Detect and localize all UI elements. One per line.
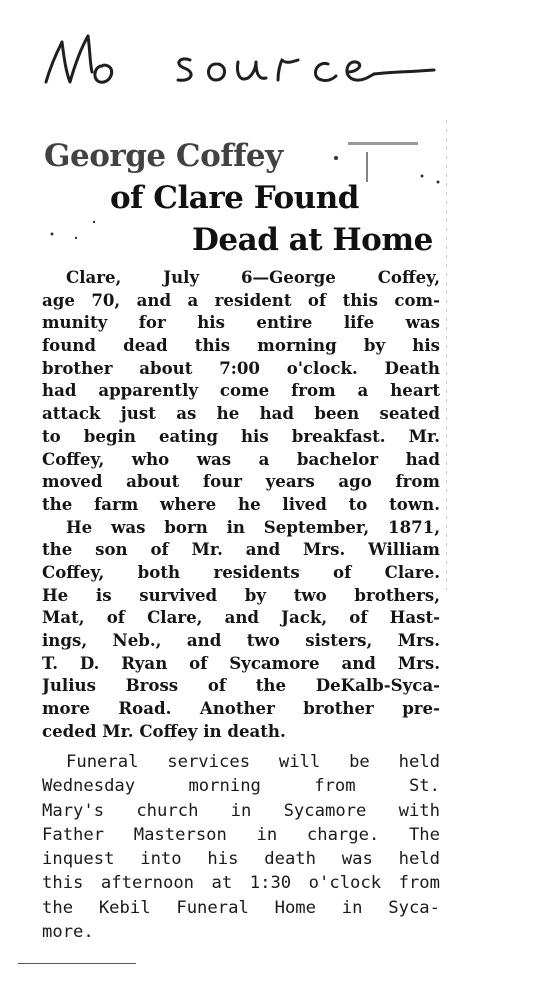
article-line: age 70, and a resident of this com- bbox=[42, 289, 440, 310]
article-line: this afternoon at 1:30 o'clock from bbox=[42, 873, 440, 894]
article-line: the Kebil Funeral Home in Syca- bbox=[42, 897, 440, 918]
article-line: Julius Bross of the DeKalb-Syca- bbox=[42, 675, 440, 696]
article-line: found dead this morning by his bbox=[42, 335, 440, 356]
article-line: ings, Neb., and two sisters, Mrs. bbox=[42, 630, 440, 650]
article-line: attack just as he had been seated bbox=[42, 403, 440, 424]
headline-line-2: of Clare Found bbox=[110, 180, 359, 216]
handwritten-note-scrawl bbox=[40, 28, 440, 98]
article-headline bbox=[36, 138, 446, 260]
article-line: to begin eating his breakfast. Mr. bbox=[42, 425, 440, 446]
bottom-rule bbox=[18, 963, 136, 964]
article-line: the farm where he lived to town. bbox=[42, 493, 440, 514]
article-line: brother about 7:00 o'clock. Death bbox=[42, 357, 440, 378]
article-line: more. bbox=[42, 922, 94, 943]
article-line: Clare, July 6—George Coffey, bbox=[66, 267, 440, 287]
article-line: Mat, of Clare, and Jack, of Hast- bbox=[42, 607, 440, 628]
headline-line-1: George Coffey bbox=[44, 138, 283, 174]
article-line: Wednesday morning from St. bbox=[42, 776, 440, 797]
article-line: Coffey, who was a bachelor had bbox=[42, 448, 440, 469]
article-body bbox=[42, 266, 440, 742]
article-line: the son of Mr. and Mrs. William bbox=[42, 539, 440, 560]
article-line: moved about four years ago from bbox=[42, 471, 440, 492]
article-line: He was born in September, 1871, bbox=[66, 516, 440, 537]
headline-line-3: Dead at Home bbox=[192, 222, 433, 258]
article-line: inquest into his death was held bbox=[42, 849, 440, 870]
article-line: Mary's church in Sycamore with bbox=[42, 800, 440, 821]
clipping-edge bbox=[446, 120, 447, 590]
handwritten-note bbox=[40, 28, 440, 98]
article-line: ceded Mr. Coffey in death. bbox=[42, 720, 286, 741]
article-line: more Road. Another brother pre- bbox=[42, 698, 440, 719]
article-line: Funeral services will be held bbox=[66, 752, 440, 772]
newspaper-clipping bbox=[36, 138, 446, 960]
article-line: Coffey, both residents of Clare. bbox=[42, 561, 440, 582]
article-line: munity for his entire life was bbox=[42, 312, 440, 333]
article-line: T. D. Ryan of Sycamore and Mrs. bbox=[42, 652, 440, 673]
article-line: had apparently come from a heart bbox=[42, 380, 440, 401]
article-line: He is survived by two brothers, bbox=[42, 584, 440, 605]
article-line: Father Masterson in charge. The bbox=[42, 824, 440, 845]
article-funeral-paragraph bbox=[42, 750, 440, 944]
